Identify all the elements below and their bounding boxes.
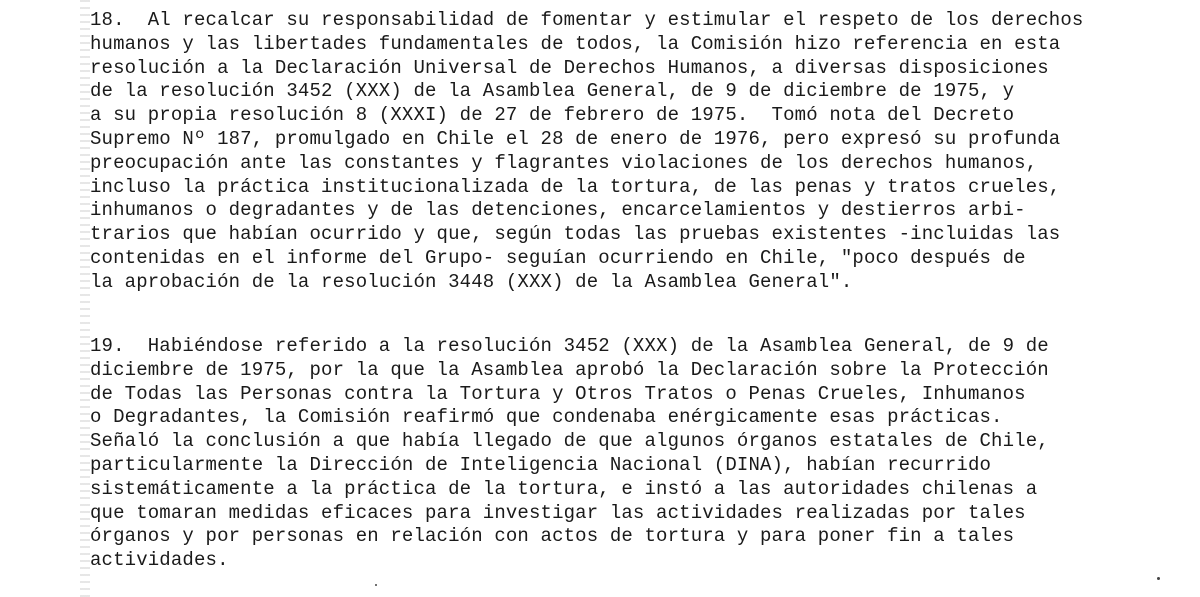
text-line: diciembre de 1975, por la que la Asamblea aprobó la Declaración sobre la Protección [90, 358, 1049, 381]
text-line: 18. Al recalcar su responsabilidad de fomentar y estimular el respeto de los derechos [90, 9, 1084, 31]
text-line: resolución a la Declaración Universal de Derechos Humanos, a diversas disposiciones [90, 56, 1049, 79]
text-line: órganos y por personas en relación con actos de tortura y para poner fin a tales [90, 525, 1015, 548]
paragraph-18 [90, 9, 1190, 295]
text-line: a su propia resolución 8 (XXXI) de 27 de febrero de 1975. Tomó nota del Decreto [90, 104, 1015, 127]
text-line: contenidas en el informe del Grupo- seguían ocurriendo en Chile, "poco después de [90, 246, 1026, 269]
scan-speck [1157, 577, 1160, 580]
text-line: particularmente la Dirección de Inteligencia Nacional (DINA), habían recurrido [90, 453, 992, 476]
text-line: actividades. [90, 549, 229, 572]
paragraph-19 [90, 335, 1190, 573]
text-line: trarios que habían ocurrido y que, según todas las pruebas existentes -incluidas las [90, 223, 1061, 246]
text-line: inhumanos o degradantes y de las detenciones, encarcelamientos y destierros arbi- [90, 199, 1026, 222]
scan-speck [375, 584, 377, 586]
text-line: sistemáticamente a la práctica de la tortura, e instó a las autoridades chilenas a [90, 477, 1038, 500]
text-line: Señaló la conclusión a que había llegado de que algunos órganos estatales de Chile, [90, 430, 1049, 453]
text-line: incluso la práctica institucionalizada de la tortura, de las penas y tratos crueles, [90, 175, 1061, 198]
text-line: de la resolución 3452 (XXX) de la Asamblea General, de 9 de diciembre de 1975, y [90, 80, 1015, 103]
text-line: que tomaran medidas eficaces para investigar las actividades realizadas por tales [90, 501, 1026, 524]
text-line: la aprobación de la resolución 3448 (XXX) de la Asamblea General". [90, 270, 853, 293]
text-line: de Todas las Personas contra la Tortura y Otros Tratos o Penas Crueles, Inhumanos [90, 382, 1026, 405]
text-line: humanos y las libertades fundamentales de todos, la Comisión hizo referencia en esta [90, 32, 1061, 55]
text-line: preocupación ante las constantes y flagrantes violaciones de los derechos humanos, [90, 151, 1038, 174]
text-line: o Degradantes, la Comisión reafirmó que condenaba enérgicamente esas prácticas. [90, 406, 1003, 429]
text-line: 19. Habiéndose referido a la resolución 3452 (XXX) de la Asamblea General, de 9 de [90, 335, 1049, 357]
text-line: Supremo Nº 187, promulgado en Chile el 28 de enero de 1976, pero expresó su profunda [90, 127, 1061, 150]
scan-left-edge-noise [80, 0, 90, 597]
